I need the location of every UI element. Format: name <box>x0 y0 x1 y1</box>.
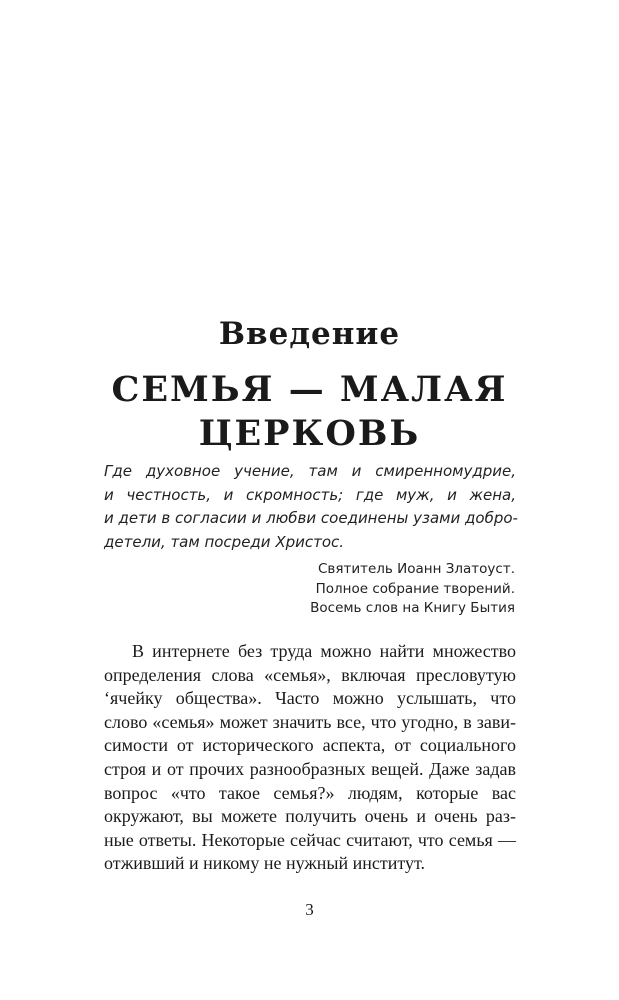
body-line: слово «семья» может значить все, что угодно, в зави- <box>104 711 516 732</box>
body-line: ные ответы. Некоторые сейчас считают, что семья — <box>104 829 516 850</box>
body-line: определения слова «семья», включая пресловутую <box>104 664 516 685</box>
attribution-line: Восемь слов на Книгу Бытия <box>310 600 515 616</box>
chapter-title-line: ЦЕРКОВЬ <box>198 413 421 454</box>
page-number: 3 <box>305 900 314 919</box>
epigraph-attribution <box>195 560 515 619</box>
section-label: Введение <box>218 316 401 352</box>
body-line: В интернете без труда можно найти множество <box>132 641 516 661</box>
epigraph-line: детели, там посреди Христос. <box>104 532 345 551</box>
body-line: симости от исторического аспекта, от социального <box>104 735 516 756</box>
chapter-title-line: СЕМЬЯ — МАЛАЯ <box>111 369 508 410</box>
epigraph-line: Где духовное учение, там и смиренномудрие, <box>104 462 516 480</box>
body-line: отживший и никому не нужный институт. <box>104 853 426 874</box>
epigraph-line: и честность, и скромность; где муж, и жена, <box>104 485 516 504</box>
chapter-title <box>0 368 619 456</box>
epigraph-line: и дети в согласии и любви соединены узами добро- <box>104 509 518 527</box>
body-line: окружают, вы можете получить очень и очень раз- <box>104 806 516 827</box>
body-line: ‘ячейку общества». Часто можно услышать, что <box>104 688 516 709</box>
attribution-line: Святитель Иоанн Златоуст. <box>317 561 515 577</box>
epigraph-quote <box>104 460 516 554</box>
body-line: строя и от прочих разнообразных вещей. Даже задав <box>104 758 516 779</box>
body-paragraph <box>104 640 516 876</box>
body-line: вопрос «что такое семья?» людям, которые вас <box>104 782 516 803</box>
attribution-line: Полное собрание творений. <box>315 580 515 597</box>
